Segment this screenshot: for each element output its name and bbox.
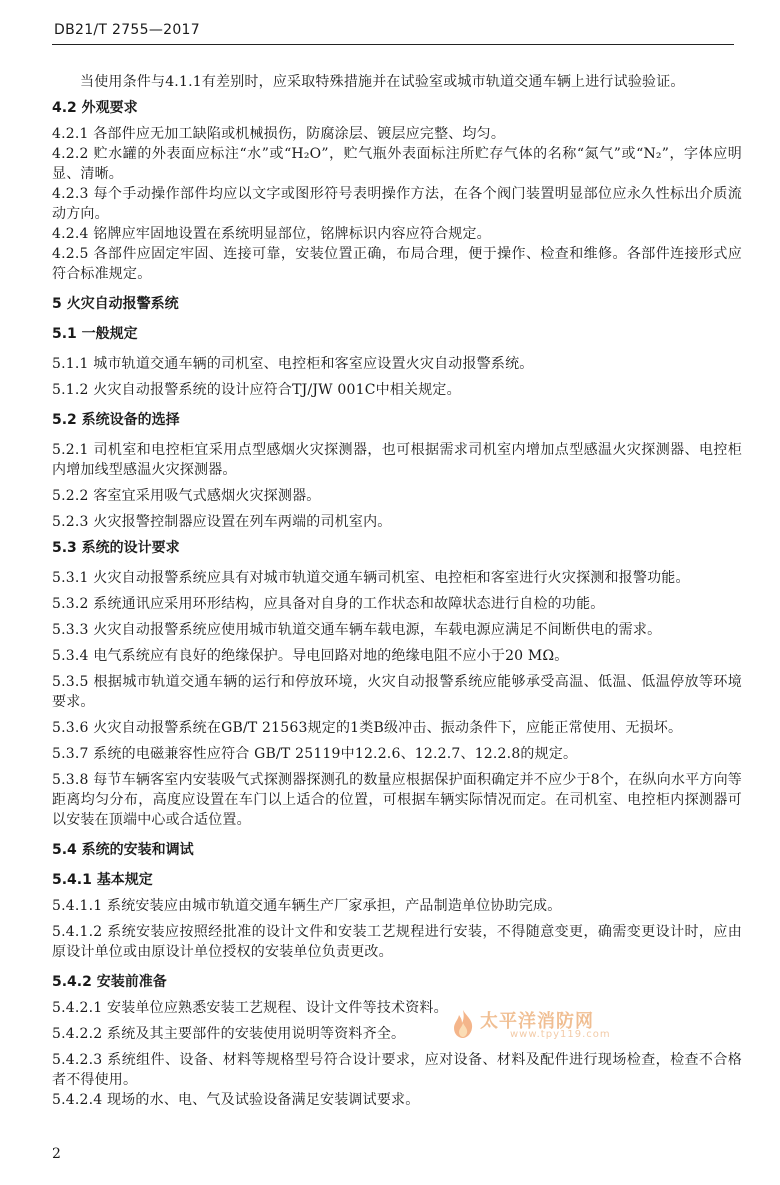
clause-paragraph: 当使用条件与4.1.1有差别时，应采取特殊措施并在试验室或城市轨道交通车辆上进行试验验证。 bbox=[80, 74, 685, 90]
clause-paragraph: 5.3.1 火灾自动报警系统应具有对城市轨道交通车辆司机室、电控柜和客室进行火灾探测和报警功能。 bbox=[52, 570, 690, 586]
clause-paragraph: 5.3.6 火灾自动报警系统在GB/T 21563规定的1类B级冲击、振动条件下，应能正常使用、无损坏。 bbox=[52, 720, 683, 736]
document-body bbox=[52, 72, 742, 1110]
spacer bbox=[52, 962, 742, 972]
clause-paragraph: 4.2.2 贮水罐的外表面应标注“水”或“H₂O”，贮气瓶外表面标注所贮存气体的名称“氮气”或“N₂”，字体应明显、清晰。 bbox=[52, 146, 742, 182]
watermark-url: www.tpy119.com bbox=[510, 1029, 611, 1040]
clause-paragraph: 5.3.5 根据城市轨道交通车辆的运行和停放环境，火灾自动报警系统应能够承受高温、低温、低温停放等环境要求。 bbox=[52, 674, 742, 710]
page-number: 2 bbox=[52, 1146, 61, 1162]
clause-paragraph: 5.2.1 司机室和电控柜宜采用点型感烟火灾探测器，也可根据需求司机室内增加点型感温火灾探测器、电控柜内增加线型感温火灾探测器。 bbox=[52, 442, 742, 478]
clause-paragraph: 5.3.3 火灾自动报警系统应使用城市轨道交通车辆车载电源，车载电源应满足不间断供电的需求。 bbox=[52, 622, 662, 638]
section-heading: 5.2 系统设备的选择 bbox=[52, 412, 180, 428]
clause-paragraph: 5.4.2.3 系统组件、设备、材料等规格型号符合设计要求，应对设备、材料及配件进行现场检查，检查不合格者不得使用。 bbox=[52, 1052, 742, 1088]
section-heading: 5.4 系统的安装和调试 bbox=[52, 842, 194, 858]
clause-paragraph: 5.3.7 系统的电磁兼容性应符合 GB/T 25119中12.2.6、12.2.7、12.2.8的规定。 bbox=[52, 746, 578, 762]
spacer bbox=[52, 830, 742, 840]
clause-paragraph: 5.2.3 火灾报警控制器应设置在列车两端的司机室内。 bbox=[52, 514, 392, 530]
spacer bbox=[52, 860, 742, 870]
section-heading: 5.1 一般规定 bbox=[52, 326, 138, 342]
section-heading: 5.4.2 安装前准备 bbox=[52, 974, 167, 990]
spacer bbox=[52, 400, 742, 410]
clause-paragraph: 4.2.4 铭牌应牢固地设置在系统明显部位，铭牌标识内容应符合规定。 bbox=[52, 226, 491, 242]
document-number: DB21/T 2755—2017 bbox=[54, 22, 200, 38]
clause-paragraph: 5.4.2.1 安装单位应熟悉安装工艺规程、设计文件等技术资料。 bbox=[52, 1000, 448, 1016]
spacer bbox=[52, 430, 742, 440]
section-heading: 4.2 外观要求 bbox=[52, 100, 138, 116]
watermark-name: 太平洋消防网 bbox=[480, 1011, 594, 1032]
clause-paragraph: 5.4.1.1 系统安装应由城市轨道交通车辆生产厂家承担，产品制造单位协助完成。 bbox=[52, 898, 562, 914]
clause-paragraph: 5.3.8 每节车辆客室内安装吸气式探测器探测孔的数量应根据保护面积确定并不应少于8个，在纵向水平方向等距离均匀分布，高度应设置在车门以上适合的位置，可根据车辆实际情况而定。在司机室、电控柜内探测器可以安装在顶端中心或合适位置。 bbox=[52, 772, 742, 828]
clause-paragraph: 5.2.2 客室宜采用吸气式感烟火灾探测器。 bbox=[52, 488, 321, 504]
spacer bbox=[52, 284, 742, 294]
section-heading: 5 火灾自动报警系统 bbox=[52, 296, 179, 312]
section-heading: 5.3 系统的设计要求 bbox=[52, 540, 180, 556]
watermark bbox=[440, 1005, 640, 1045]
clause-paragraph: 5.3.4 电气系统应有良好的绝缘保护。导电回路对地的绝缘电阻不应小于20 MΩ。 bbox=[52, 648, 569, 664]
clause-paragraph: 4.2.3 每个手动操作部件均应以文字或图形符号表明操作方法，在各个阀门装置明显部位应永久性标出介质流动方向。 bbox=[52, 186, 742, 222]
spacer bbox=[52, 344, 742, 354]
clause-paragraph: 5.4.1.2 系统安装应按照经批准的设计文件和安装工艺规程进行安装，不得随意变更，确需变更设计时，应由原设计单位或由原设计单位授权的安装单位负责更改。 bbox=[52, 924, 742, 960]
spacer bbox=[52, 558, 742, 568]
clause-paragraph: 5.3.2 系统通讯应采用环形结构，应具备对自身的工作状态和故障状态进行自检的功能。 bbox=[52, 596, 605, 612]
clause-paragraph: 4.2.1 各部件应无加工缺陷或机械损伤，防腐涂层、镀层应完整、均匀。 bbox=[52, 126, 506, 142]
section-heading: 5.4.1 基本规定 bbox=[52, 872, 153, 888]
clause-paragraph: 5.1.1 城市轨道交通车辆的司机室、电控柜和客室应设置火灾自动报警系统。 bbox=[52, 356, 534, 372]
header-rule bbox=[52, 44, 734, 45]
clause-paragraph: 5.4.2.4 现场的水、电、气及试验设备满足安装调试要求。 bbox=[52, 1092, 420, 1108]
spacer bbox=[52, 314, 742, 324]
clause-paragraph: 5.1.2 火灾自动报警系统的设计应符合TJ/JW 001C中相关规定。 bbox=[52, 382, 461, 398]
clause-paragraph: 4.2.5 各部件应固定牢固、连接可靠，安装位置正确，布局合理，便于操作、检查和维修。各部件连接形式应符合标准规定。 bbox=[52, 246, 742, 282]
flame-logo-icon bbox=[450, 1009, 476, 1039]
clause-paragraph: 5.4.2.2 系统及其主要部件的安装使用说明等资料齐全。 bbox=[52, 1026, 406, 1042]
